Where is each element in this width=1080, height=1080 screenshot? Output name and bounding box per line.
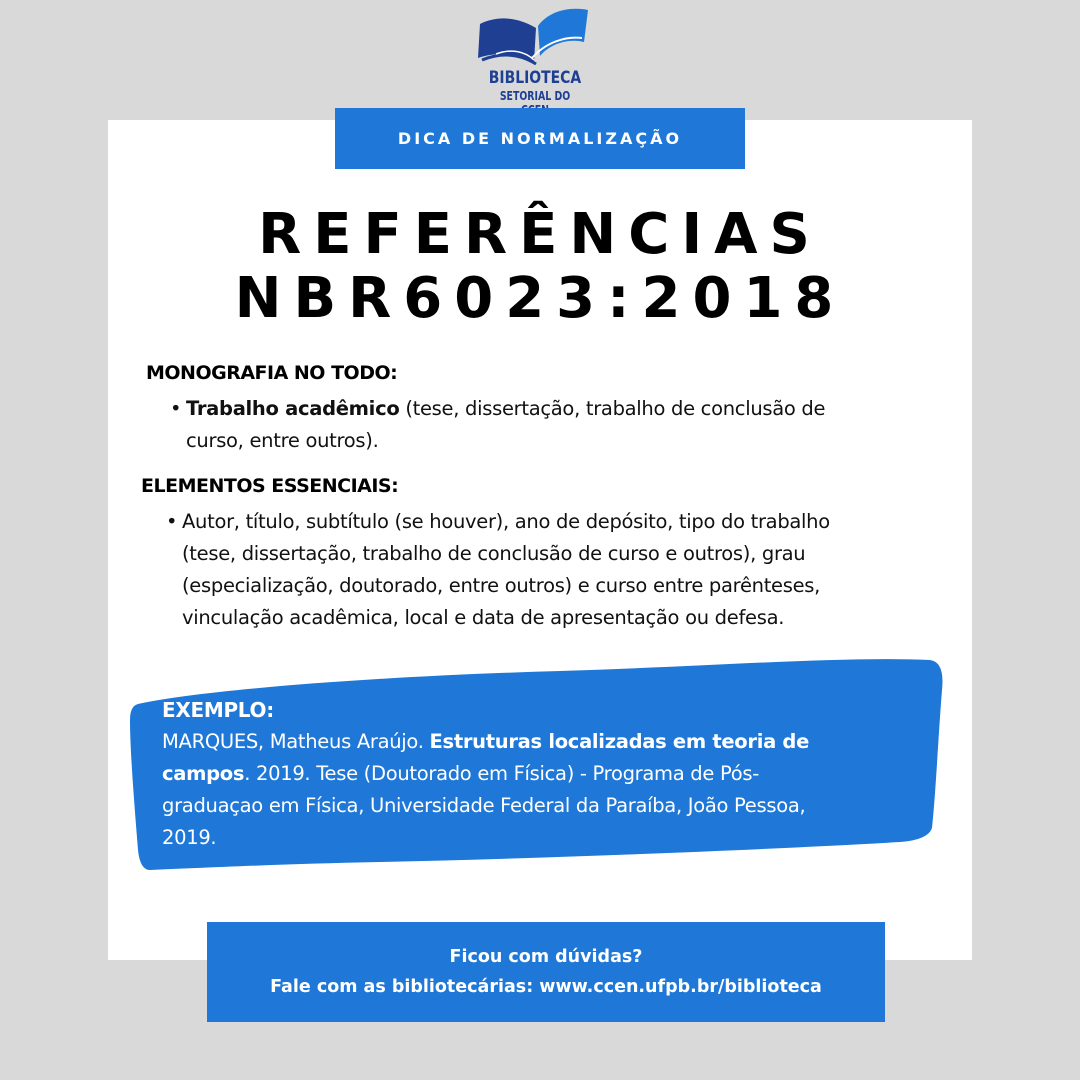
tip-banner: DICA DE NORMALIZAÇÃO bbox=[335, 108, 745, 169]
title-line-1: REFERÊNCIAS bbox=[258, 202, 822, 267]
elementos-heading: ELEMENTOS ESSENCIAIS: bbox=[141, 475, 399, 497]
title-line-2: NBR6023:2018 bbox=[234, 266, 846, 331]
logo-subtitle: SETORIAL DO bbox=[499, 89, 571, 103]
example-text: MARQUES, Matheus Araújo. bbox=[162, 730, 430, 753]
example-label: EXEMPLO: bbox=[162, 698, 274, 722]
bullet-dot: • bbox=[166, 510, 178, 533]
logo-title: BIBLIOTECA bbox=[488, 68, 582, 88]
bullet-dot: • bbox=[170, 397, 182, 420]
contact-footer bbox=[207, 922, 885, 1022]
footer-contact[interactable]: Fale com as bibliotecárias: www.ccen.ufpb.br/biblioteca bbox=[270, 977, 822, 997]
elementos-line: (especialização, doutorado, entre outros) e curso entre parênteses, bbox=[182, 574, 821, 597]
example-bold-title-end: campos bbox=[162, 762, 245, 785]
bullet-text: (tese, dissertação, trabalho de conclusão de bbox=[399, 397, 826, 420]
example-text: . 2019. Tese (Doutorado em Física) - Programa de Pós- bbox=[244, 762, 759, 785]
example-text: graduaçao em Física, Universidade Federal da Paraíba, João Pessoa, bbox=[162, 794, 806, 817]
monografia-heading: MONOGRAFIA NO TODO: bbox=[146, 362, 398, 384]
footer-question: Ficou com dúvidas? bbox=[449, 947, 643, 967]
bullet-text-line-2: curso, entre outros). bbox=[186, 429, 379, 452]
elementos-line: vinculação acadêmica, local e data de apresentação ou defesa. bbox=[182, 606, 785, 629]
elementos-line: (tese, dissertação, trabalho de conclusão de curso e outros), grau bbox=[182, 542, 806, 565]
elementos-line: Autor, título, subtítulo (se houver), ano de depósito, tipo do trabalho bbox=[182, 510, 830, 533]
example-text: 2019. bbox=[162, 826, 217, 849]
bullet-bold-text: Trabalho acadêmico bbox=[186, 397, 400, 420]
example-block bbox=[162, 694, 902, 854]
example-bold-title: Estruturas localizadas em teoria de bbox=[429, 730, 810, 753]
